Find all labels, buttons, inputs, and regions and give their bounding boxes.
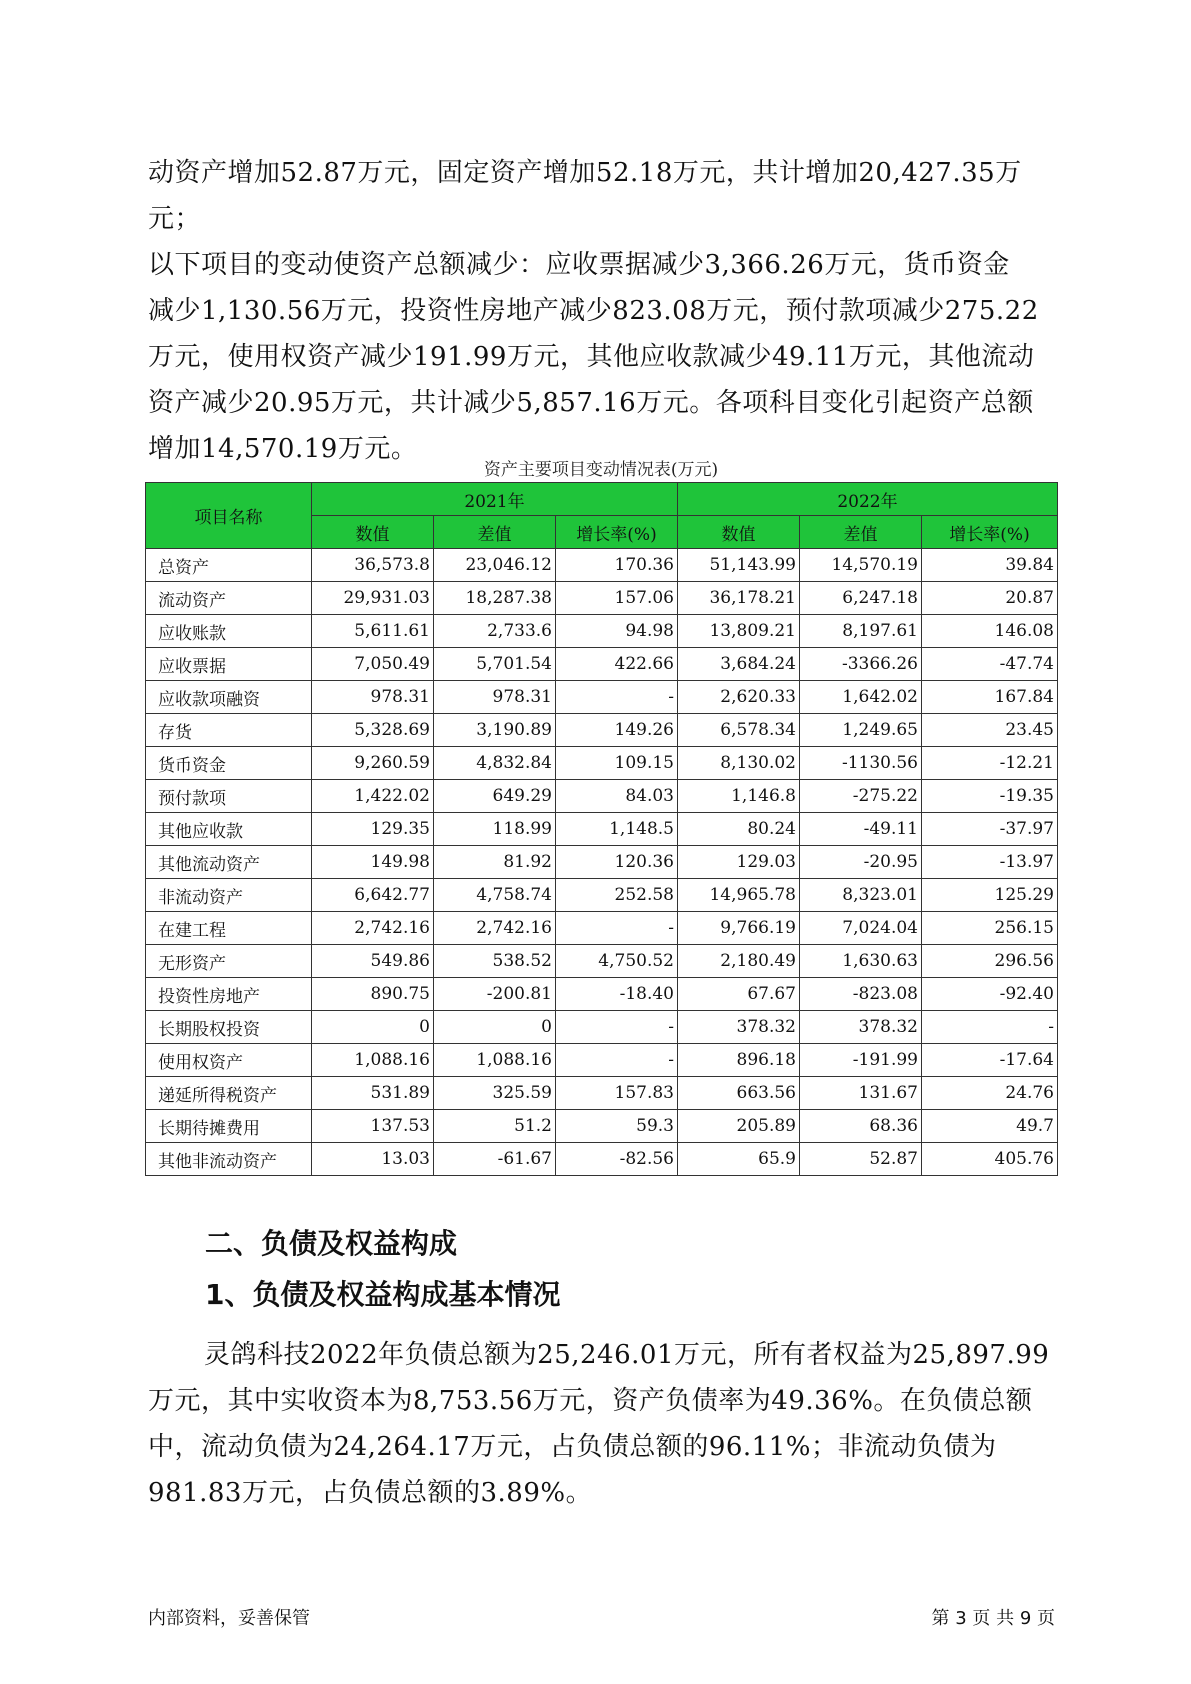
table-cell-value: 39.84 xyxy=(922,549,1058,582)
table-cell-value: - xyxy=(556,681,678,714)
table-cell-item: 预付款项 xyxy=(146,780,312,813)
table-cell-item: 流动资产 xyxy=(146,582,312,615)
table-cell-value: 663.56 xyxy=(678,1077,800,1110)
table-cell-value: 51.2 xyxy=(434,1110,556,1143)
header-value: 数值 xyxy=(312,516,434,549)
paragraph-line: 981.83万元，占负债总额的3.89%。 xyxy=(148,1478,593,1508)
table-cell-value: 378.32 xyxy=(800,1011,922,1044)
table-cell-value: -12.21 xyxy=(922,747,1058,780)
table-cell-item: 投资性房地产 xyxy=(146,978,312,1011)
table-cell-value: 256.15 xyxy=(922,912,1058,945)
header-year-2022: 2022年 xyxy=(678,483,1058,516)
table-row xyxy=(146,615,1058,648)
header-item-name: 项目名称 xyxy=(146,483,312,549)
table-cell-value: 978.31 xyxy=(434,681,556,714)
table-row xyxy=(146,945,1058,978)
table-cell-value: 3,190.89 xyxy=(434,714,556,747)
table-cell-value: 157.83 xyxy=(556,1077,678,1110)
section-heading: 二、负债及权益构成 xyxy=(205,1227,458,1260)
table-row xyxy=(146,1044,1058,1077)
table-cell-value: 5,611.61 xyxy=(312,615,434,648)
table-row xyxy=(146,1011,1058,1044)
table-cell-value: 8,130.02 xyxy=(678,747,800,780)
table-cell-value: 649.29 xyxy=(434,780,556,813)
table-cell-value: 18,287.38 xyxy=(434,582,556,615)
table-cell-value: -275.22 xyxy=(800,780,922,813)
table-cell-value: 94.98 xyxy=(556,615,678,648)
header-value: 数值 xyxy=(678,516,800,549)
table-cell-item: 其他流动资产 xyxy=(146,846,312,879)
table-cell-value: 137.53 xyxy=(312,1110,434,1143)
table-cell-value: 167.84 xyxy=(922,681,1058,714)
table-cell-value: 67.67 xyxy=(678,978,800,1011)
table-row xyxy=(146,846,1058,879)
table-cell-value: 378.32 xyxy=(678,1011,800,1044)
table-cell-value: 0 xyxy=(434,1011,556,1044)
table-cell-value: 1,148.5 xyxy=(556,813,678,846)
table-row xyxy=(146,549,1058,582)
table-cell-value: 13.03 xyxy=(312,1143,434,1176)
table-cell-value: 157.06 xyxy=(556,582,678,615)
table-cell-value: 129.03 xyxy=(678,846,800,879)
table-cell-value: -20.95 xyxy=(800,846,922,879)
asset-change-table xyxy=(145,482,1058,1176)
table-cell-value: 325.59 xyxy=(434,1077,556,1110)
table-cell-value: 4,832.84 xyxy=(434,747,556,780)
table-cell-value: 36,573.8 xyxy=(312,549,434,582)
table-cell-value: -82.56 xyxy=(556,1143,678,1176)
table-cell-value: - xyxy=(556,912,678,945)
table-cell-value: - xyxy=(922,1011,1058,1044)
table-cell-value: 896.18 xyxy=(678,1044,800,1077)
table-cell-item: 无形资产 xyxy=(146,945,312,978)
table-cell-value: 2,180.49 xyxy=(678,945,800,978)
header-difference: 差值 xyxy=(800,516,922,549)
table-cell-value: 23,046.12 xyxy=(434,549,556,582)
table-cell-value: 65.9 xyxy=(678,1143,800,1176)
table-cell-value: 109.15 xyxy=(556,747,678,780)
paragraph-liabilities xyxy=(148,1332,1054,1516)
table-row xyxy=(146,879,1058,912)
table-cell-value: 6,642.77 xyxy=(312,879,434,912)
table-cell-value: 146.08 xyxy=(922,615,1058,648)
table-cell-value: 29,931.03 xyxy=(312,582,434,615)
table-cell-value: 81.92 xyxy=(434,846,556,879)
table-row xyxy=(146,1110,1058,1143)
table-cell-value: 1,088.16 xyxy=(434,1044,556,1077)
table-cell-value: 3,684.24 xyxy=(678,648,800,681)
table-cell-value: 2,742.16 xyxy=(434,912,556,945)
paragraph-line: 增加14,570.19万元。 xyxy=(148,434,418,464)
table-cell-item: 其他应收款 xyxy=(146,813,312,846)
paragraph-line: 资产减少20.95万元，共计减少5,857.16万元。各项科目变化引起资产总额 xyxy=(148,388,1034,418)
table-cell-value: 538.52 xyxy=(434,945,556,978)
table-row xyxy=(146,648,1058,681)
header-growth-rate: 增长率(%) xyxy=(556,516,678,549)
table-cell-item: 货币资金 xyxy=(146,747,312,780)
table-cell-value: 1,422.02 xyxy=(312,780,434,813)
table-cell-value: 549.86 xyxy=(312,945,434,978)
paragraph-line: 万元，其中实收资本为8,753.56万元，资产负债率为49.36%。在负债总额 xyxy=(148,1386,1033,1416)
table-cell-value: 120.36 xyxy=(556,846,678,879)
paragraph-asset-changes xyxy=(148,150,1054,472)
table-cell-item: 递延所得税资产 xyxy=(146,1077,312,1110)
table-cell-value: 24.76 xyxy=(922,1077,1058,1110)
table-cell-value: 4,758.74 xyxy=(434,879,556,912)
table-cell-value: -92.40 xyxy=(922,978,1058,1011)
table-cell-item: 总资产 xyxy=(146,549,312,582)
table-cell-value: 4,750.52 xyxy=(556,945,678,978)
table-cell-value: 80.24 xyxy=(678,813,800,846)
paragraph-line: 减少1,130.56万元，投资性房地产减少823.08万元，预付款项减少275.22 xyxy=(148,296,1039,326)
table-cell-value: 252.58 xyxy=(556,879,678,912)
table-cell-value: 1,146.8 xyxy=(678,780,800,813)
footer-confidential-note: 内部资料，妥善保管 xyxy=(148,1608,310,1629)
table-cell-item: 长期股权投资 xyxy=(146,1011,312,1044)
table-row xyxy=(146,912,1058,945)
table-cell-value: 531.89 xyxy=(312,1077,434,1110)
table-row xyxy=(146,747,1058,780)
table-cell-value: 205.89 xyxy=(678,1110,800,1143)
table-cell-value: 9,766.19 xyxy=(678,912,800,945)
table-cell-value: 6,578.34 xyxy=(678,714,800,747)
table-cell-value: -191.99 xyxy=(800,1044,922,1077)
table-cell-value: 0 xyxy=(312,1011,434,1044)
table-cell-value: 978.31 xyxy=(312,681,434,714)
table-cell-value: 1,249.65 xyxy=(800,714,922,747)
table-cell-value: -1130.56 xyxy=(800,747,922,780)
table-cell-value: -823.08 xyxy=(800,978,922,1011)
table-cell-value: 2,742.16 xyxy=(312,912,434,945)
table-cell-value: -18.40 xyxy=(556,978,678,1011)
header-year-2021: 2021年 xyxy=(312,483,678,516)
table-cell-value: -17.64 xyxy=(922,1044,1058,1077)
table-cell-value: 6,247.18 xyxy=(800,582,922,615)
table-cell-value: 23.45 xyxy=(922,714,1058,747)
paragraph-line: 灵鸽科技2022年负债总额为25,246.01万元，所有者权益为25,897.99 xyxy=(204,1340,1050,1370)
table-cell-item: 应收款项融资 xyxy=(146,681,312,714)
table-cell-item: 使用权资产 xyxy=(146,1044,312,1077)
table-row xyxy=(146,582,1058,615)
paragraph-line: 中，流动负债为24,264.17万元，占负债总额的96.11%；非流动负债为 xyxy=(148,1432,997,1462)
table-cell-value: 14,965.78 xyxy=(678,879,800,912)
table-cell-value: 422.66 xyxy=(556,648,678,681)
table-cell-value: 8,197.61 xyxy=(800,615,922,648)
table-cell-value: 129.35 xyxy=(312,813,434,846)
table-row xyxy=(146,780,1058,813)
table-cell-value: 59.3 xyxy=(556,1110,678,1143)
table-cell-value: 51,143.99 xyxy=(678,549,800,582)
table-cell-value: 118.99 xyxy=(434,813,556,846)
table-cell-value: 2,733.6 xyxy=(434,615,556,648)
table-cell-value: 68.36 xyxy=(800,1110,922,1143)
table-cell-value: - xyxy=(556,1044,678,1077)
table-cell-value: -200.81 xyxy=(434,978,556,1011)
table-cell-value: 8,323.01 xyxy=(800,879,922,912)
table-cell-value: 5,701.54 xyxy=(434,648,556,681)
subsection-heading: 1、负债及权益构成基本情况 xyxy=(205,1278,561,1311)
table-cell-value: -37.97 xyxy=(922,813,1058,846)
table-cell-value: 149.26 xyxy=(556,714,678,747)
table-row xyxy=(146,681,1058,714)
table-cell-value: 14,570.19 xyxy=(800,549,922,582)
table-row xyxy=(146,1077,1058,1110)
table-cell-item: 非流动资产 xyxy=(146,879,312,912)
table-cell-value: 13,809.21 xyxy=(678,615,800,648)
table-cell-value: 170.36 xyxy=(556,549,678,582)
table-cell-value: 7,050.49 xyxy=(312,648,434,681)
table-cell-value: 1,088.16 xyxy=(312,1044,434,1077)
table-cell-value: 125.29 xyxy=(922,879,1058,912)
table-cell-value: 131.67 xyxy=(800,1077,922,1110)
table-row xyxy=(146,813,1058,846)
table-row xyxy=(146,714,1058,747)
table-cell-item: 长期待摊费用 xyxy=(146,1110,312,1143)
table-cell-value: -47.74 xyxy=(922,648,1058,681)
table-cell-item: 在建工程 xyxy=(146,912,312,945)
table-cell-value: 405.76 xyxy=(922,1143,1058,1176)
table-cell-item: 存货 xyxy=(146,714,312,747)
paragraph-line: 万元，使用权资产减少191.99万元，其他应收款减少49.11万元，其他流动 xyxy=(148,342,1035,372)
table-cell-value: - xyxy=(556,1011,678,1044)
table-cell-value: 296.56 xyxy=(922,945,1058,978)
table-cell-value: 7,024.04 xyxy=(800,912,922,945)
table-cell-value: -3366.26 xyxy=(800,648,922,681)
table-cell-item: 其他非流动资产 xyxy=(146,1143,312,1176)
header-growth-rate: 增长率(%) xyxy=(922,516,1058,549)
table-row xyxy=(146,1143,1058,1176)
footer-page-number: 第 3 页 共 9 页 xyxy=(931,1608,1055,1629)
table-cell-value: -13.97 xyxy=(922,846,1058,879)
table-cell-value: 5,328.69 xyxy=(312,714,434,747)
table-cell-value: 9,260.59 xyxy=(312,747,434,780)
table-cell-value: -61.67 xyxy=(434,1143,556,1176)
paragraph-line: 以下项目的变动使资产总额减少：应收票据减少3,366.26万元，货币资金 xyxy=(148,250,1010,280)
table-cell-value: 1,642.02 xyxy=(800,681,922,714)
table-cell-item: 应收账款 xyxy=(146,615,312,648)
paragraph-line: 动资产增加52.87万元，固定资产增加52.18万元，共计增加20,427.35万元； xyxy=(148,158,1022,234)
table-cell-value: 52.87 xyxy=(800,1143,922,1176)
table-cell-value: 20.87 xyxy=(922,582,1058,615)
table-cell-value: 84.03 xyxy=(556,780,678,813)
table-body xyxy=(146,549,1058,1176)
table-row xyxy=(146,978,1058,1011)
table-cell-value: -49.11 xyxy=(800,813,922,846)
table-caption: 资产主要项目变动情况表(万元) xyxy=(483,460,719,480)
table-cell-value: 2,620.33 xyxy=(678,681,800,714)
table-cell-value: 149.98 xyxy=(312,846,434,879)
table-cell-value: 49.7 xyxy=(922,1110,1058,1143)
table-cell-item: 应收票据 xyxy=(146,648,312,681)
table-cell-value: 890.75 xyxy=(312,978,434,1011)
header-difference: 差值 xyxy=(434,516,556,549)
table-cell-value: 36,178.21 xyxy=(678,582,800,615)
table-cell-value: -19.35 xyxy=(922,780,1058,813)
table-cell-value: 1,630.63 xyxy=(800,945,922,978)
